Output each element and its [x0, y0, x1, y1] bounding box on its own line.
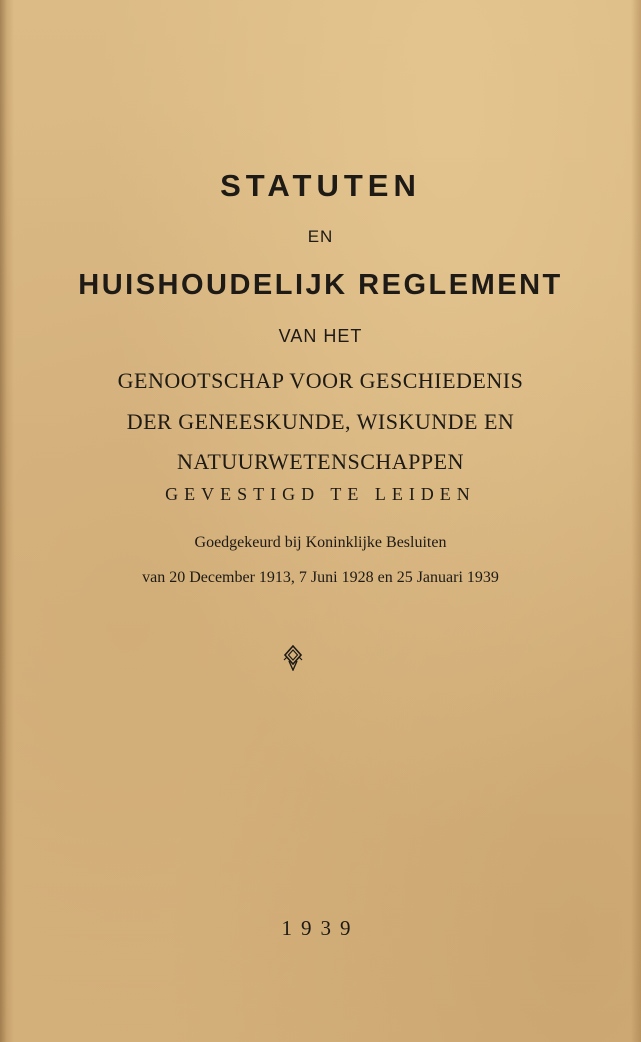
approval-line: van 20 December 1913, 7 Juni 1928 en 25 Januari 1939	[142, 569, 499, 586]
page-edge-shadow-right	[631, 0, 641, 1042]
page-edge-shadow	[0, 0, 14, 1042]
society-name-line: GENOOTSCHAP VOOR GESCHIEDENIS	[117, 368, 524, 393]
society-name-line: DER GENEESKUNDE, WISKUNDE EN	[126, 409, 515, 434]
preposition: VAN HET	[278, 326, 363, 346]
document-title: STATUTEN	[220, 168, 421, 203]
society-name-line: NATUURWETENSCHAPPEN	[177, 449, 464, 474]
diamond-ornament-icon	[283, 645, 303, 671]
seat-location: GEVESTIGD TE LEIDEN	[165, 484, 476, 504]
publication-year: 1939	[281, 916, 360, 940]
document-subtitle: HUISHOUDELIJK REGLEMENT	[78, 269, 563, 301]
approval-line: Goedgekeurd bij Koninklijke Besluiten	[194, 534, 447, 551]
conjunction: EN	[307, 227, 334, 246]
